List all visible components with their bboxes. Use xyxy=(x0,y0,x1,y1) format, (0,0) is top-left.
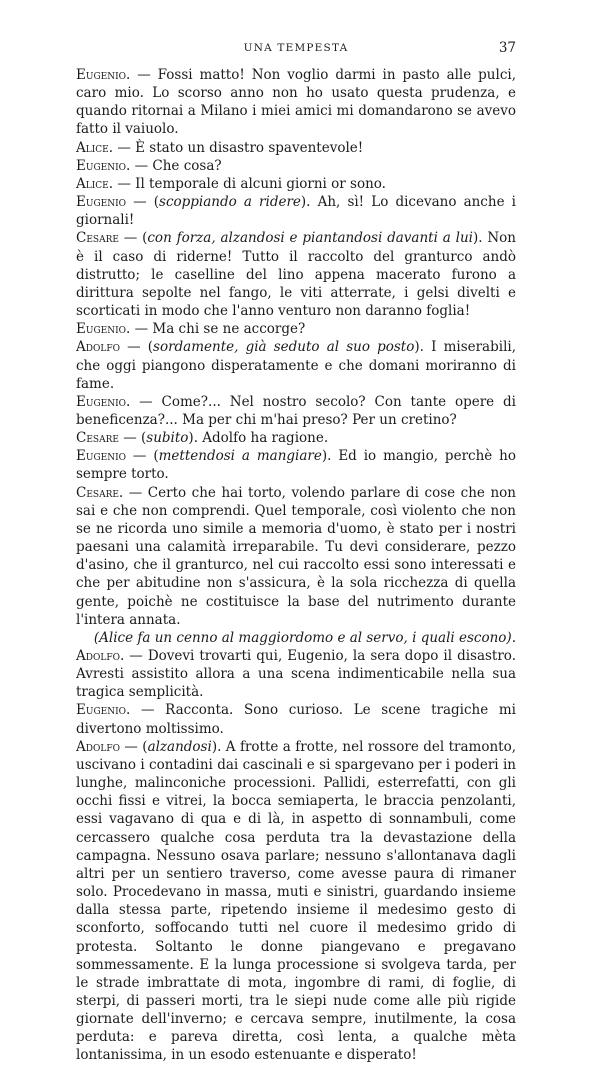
speech-eugenio xyxy=(76,66,516,139)
speaker-name: Eugenio xyxy=(76,194,127,211)
speech-text: — Racconta. Sono curioso. Le scene tragiche mi divertono moltissimo. xyxy=(76,702,516,737)
running-header xyxy=(76,40,516,56)
speech-text: ). Ed io mangio, perchè ho sempre torto. xyxy=(76,448,516,483)
speech-text: ). Ah, sì! Lo dicevano anche i giornali! xyxy=(76,194,516,229)
speech-text: — Dovevi trovarti qui, Eugenio, la sera dopo il disastro. Avresti assistito allora a una scena indimenticabile nella sua tragica semplicità. xyxy=(76,648,516,701)
stage-direction: mettendosi a mangiare xyxy=(158,448,322,465)
stage-direction: subito xyxy=(146,430,189,447)
speaker-name: Eugenio. xyxy=(76,157,131,174)
speech-eugenio xyxy=(76,447,516,483)
speech-eugenio xyxy=(76,193,516,229)
speech-text: — ( xyxy=(119,339,154,356)
stage-direction: scoppiando a ridere xyxy=(159,194,301,211)
stage-direction: con forza, alzandosi e piantandosi davanti a lui xyxy=(147,230,473,247)
speech-text: — Che cosa? xyxy=(130,157,222,174)
speech-text: ). I miserabili, che oggi piangono disperatamente e che domani moriranno di fame. xyxy=(76,339,516,392)
speech-text: ). Adolfo ha ragione. xyxy=(188,430,329,447)
speech-text: — Il temporale di alcuni giorni or sono. xyxy=(113,175,386,192)
speech-eugenio xyxy=(76,701,516,737)
speech-text: — È stato un disastro spaventevole! xyxy=(113,139,364,156)
page-body xyxy=(76,66,516,1065)
speaker-name: Adolfo xyxy=(76,738,120,755)
running-title: UNA TEMPESTA xyxy=(243,42,349,54)
speaker-name: Alice. xyxy=(76,139,114,156)
page-number: 37 xyxy=(498,40,516,56)
speech-text: — ( xyxy=(126,448,159,465)
speech-text: — ( xyxy=(126,194,160,211)
speaker-name: Cesare xyxy=(76,230,119,247)
speaker-name: Cesare. xyxy=(76,484,124,501)
speech-text: — ( xyxy=(118,230,148,247)
speaker-name: Alice. xyxy=(76,175,114,192)
speech-text: ). Non è il caso di riderne! Tutto il raccolto del granturco andò distrutto; le caselline del lino appena macerato furono a dirittura sepolte nel fango, le viti atterrate, i gelsi divelti e scorticati in modo che l'anno venturo non daranno foglia! xyxy=(76,230,517,320)
speech-text: — ( xyxy=(118,430,147,447)
speech-eugenio xyxy=(76,393,516,429)
stage-direction-line: (Alice fa un cenno al maggiordomo e al servo, i quali escono). xyxy=(93,629,516,646)
speaker-name: Eugenio xyxy=(76,448,127,465)
speech-cesare xyxy=(76,229,516,320)
speech-text: — Ma chi se ne accorge? xyxy=(130,321,306,338)
speech-cesare xyxy=(76,484,516,629)
speech-alice xyxy=(76,139,516,157)
speech-text: — Certo che hai torto, volendo parlare di cose che non sai e che non comprendi. Quel temporale, così violento che non se ne ricorda uno simile a memoria d'uomo, è stato per i nostri paesani una calamità irreparabile. Tu devi considerare, pezzo d'asino, che il granturco, nel cui raccolto essi sono interessati e che per abitudine non s'assicura, è la sola ricchezza di quella gente, poichè ne costituisce la base del nutrimento durante l'intera annata. xyxy=(76,484,516,628)
speech-alice xyxy=(76,175,516,193)
speech-adolfo xyxy=(76,738,516,1065)
speech-text: — Fossi matto! Non voglio darmi in pasto alle pulci, caro mio. Lo scorso anno non ho usato questa prudenza, e quando ritornai a Milano i miei amici mi domandarono se avevo fatto il vaiuolo. xyxy=(76,67,516,138)
speech-text: — Come?... Nel nostro secolo? Con tante opere di beneficenza?... Ma per chi m'hai preso? Per un cretino? xyxy=(76,393,516,428)
speaker-name: Eugenio. xyxy=(76,702,131,719)
speech-cesare xyxy=(76,429,516,447)
speech-adolfo xyxy=(76,338,516,392)
stage-direction: sordamente, già seduto al suo posto xyxy=(153,339,415,356)
speech-text: — ( xyxy=(119,738,148,755)
speaker-name: Eugenio. xyxy=(76,321,131,338)
speaker-name: Cesare xyxy=(76,430,119,447)
speaker-name: Adolfo xyxy=(76,339,120,356)
speaker-name: Eugenio. xyxy=(76,67,131,83)
speaker-name: Adolfo. xyxy=(76,648,125,664)
stage-direction: alzandosi xyxy=(147,738,212,755)
speech-adolfo xyxy=(76,647,516,701)
speech-text: ). A frotte a frotte, nel rossore del tramonto, uscivano i contadini dai cascinali e si spargevano per i poderi in lunghe, malinconiche processioni. Pallidi, esterrefatti, con gli occhi fissi e vitrei, la bocca semiaperta, le braccia penzolanti, essi vagavano di qua e di là, in aspetto di sonnambuli, come cercassero qualche cosa perduta tra la devastazione della campagna. Nessuno osava parlare; nessuno s'allontanava dagli altri per un sentiero traverso, come avesse paura di rimaner solo. Procedevano in massa, muti e sinistri, guardando insieme dalla stessa parte, ripetendo insieme il medesimo gesto di sconforto, soffocando tutti nel cuore il medesimo grido di protesta. Soltanto le donne piangevano e pregavano sommessamente. E la lunga processione si svolgeva tarda, per le strade imbrattate di mota, ingombre di rami, di foglie, di sterpi, di passeri morti, tra le siepi nude come alle più rigide giornate dell'inverno; e cercava sempre, inutilmente, la cosa perduta: e pareva diretta, così lenta, a qualche mèta lontanissima, in un esodo estenuante e disperato! xyxy=(76,738,516,1064)
speech-eugenio xyxy=(76,320,516,338)
speech-eugenio xyxy=(76,157,516,175)
speaker-name: Eugenio. xyxy=(76,393,131,410)
